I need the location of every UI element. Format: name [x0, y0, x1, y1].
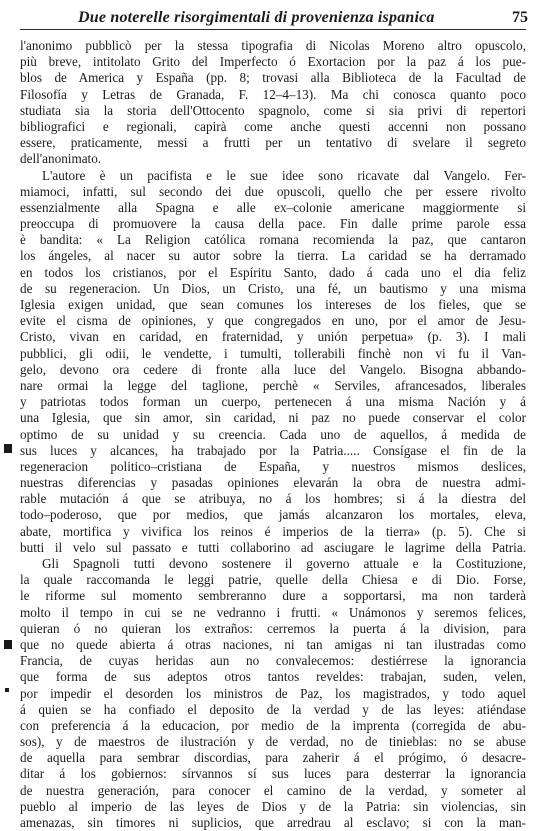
text-line: studiata sia la storia dell'Ottocento spagnolo, come si sia privi di repertori	[20, 102, 526, 118]
text-line: Gli Spagnoli tutti devono sostenere il governo attuale e la Costituzione,	[42, 556, 526, 571]
text-line: por impedir el desorden los ministros de Paz, los magistrados, y todo aquel	[20, 685, 526, 701]
text-line: L'autore è un pacifista e le sue idee sono ricavate dal Vangelo. Fer-	[42, 167, 526, 183]
text-line: de aquella para sembrar discordias, para zaherir á el prógimo, ó desacre-	[20, 750, 526, 766]
text-line: essere, praticamente, messi a frutti per un tentativo di svelare il segreto	[20, 135, 526, 151]
text-line: Francia, de cuyas heridas aun no convalecemos: destiérrese la ignorancia	[20, 653, 526, 669]
text-line: de nuestra generación, para conocer el camino de la verdad, y someter al	[20, 782, 526, 798]
body-text	[20, 38, 526, 831]
text-line: nare ormai la legge del taglione, perchè « Serviles, afrancesados, liberales	[20, 377, 526, 393]
margin-mark	[4, 444, 12, 453]
text-line: pubblici, gli odii, le vendette, i tumulti, tollerabili finchè non vi fu il Van-	[20, 345, 526, 361]
text-line: miamoci, infatti, sul secondo dei due opuscoli, quello che per essere rivolto	[20, 183, 526, 199]
text-line: molto il tempo in cui se ne vedranno i frutti. « Unámonos y seremos felices,	[20, 604, 526, 620]
text-line: rable mutación á que se atribuya, no á los hombres; si á la diestra del	[20, 491, 526, 507]
text-line: Iglesia exigen unidad, que sean comunes los intereses de los fieles, que se	[20, 297, 526, 312]
text-line: blos de America y España (pp. 8; trovasi alla Biblioteca de la Facultad de	[20, 70, 526, 86]
running-header	[20, 6, 530, 36]
text-line: pueblo al imperio de las leyes de Dios y de la Patria: sin violencias, sin	[20, 798, 526, 814]
text-line: sos), y de maestros de ilustración y de verdad, no de tinieblas: no se abuse	[20, 734, 526, 750]
text-line: con preferencia á la educacion, por medio de la imprenta (corregida de abu-	[20, 717, 526, 733]
text-line: quieran ó no quieran los extraños: cerremos la puerta á la division, para	[20, 620, 526, 636]
text-line: più breve, intitolato Grito del Imperfecto ó Exortacion por la paz á los pue-	[20, 54, 526, 70]
text-line: evite el cisma de opiniones, y que congregados en uno, por el amor de Jesu-	[20, 313, 526, 329]
margin-mark	[4, 640, 12, 649]
text-line: essenzialmente alla Spagna e alle ex–colonie americane maggiormente si	[20, 199, 526, 215]
text-line: que no quede abierta á otras naciones, ni tan amigas ni tan ilustradas como	[20, 636, 526, 652]
text-line: de su regeneracion. Un Dios, un Cristo, una fé, un bautismo y una misma	[20, 280, 526, 296]
margin-mark	[5, 688, 9, 692]
text-line: butti il velo sul passato e tutti collaborino ad asciugare le lagrime della Patria.	[20, 539, 526, 555]
text-line: Filosofía y Letras de Granada, F. 12–4–13). Ma chi conosca quanto poco	[20, 86, 526, 102]
text-line: gelo, devono ora cedere di fronte alla luce del Vangelo. Bisogna abbando-	[20, 361, 526, 377]
text-line: l'anonimo pubblicò per la stessa tipografia di Nicolas Moreno altro opuscolo,	[20, 38, 526, 53]
header-rule	[20, 29, 526, 30]
text-line: que forma de sus adeptos otros tantos reveldes: trabajan, suden, velen,	[20, 669, 526, 685]
text-line: una Iglesia, que sin amor, sin caridad, ni paz no puede conservar el color	[20, 410, 526, 426]
text-line: preoccupa di promuovere la causa della pace. Fin dalle prime parole essa	[20, 216, 526, 232]
text-line: y patriotas todos forman un cuerpo, pertenecen á una misma Nación y á	[20, 394, 526, 410]
text-line: nuestras diferencias y pasadas opiniones elevarán la obra de nuestra admi-	[20, 475, 526, 491]
page-number: 75	[512, 9, 528, 26]
text-line: en todos los cristianos, por el Espíritu Santo, dado á cada uno el dia feliz	[20, 264, 526, 280]
text-line: optimo de su unidad y su creencia. Cada uno de aquellos, á medida de	[20, 426, 526, 442]
text-line: los ángeles, al nacer su autor sobre la tierra. La caridad se ha derramado	[20, 248, 526, 264]
text-line: todo–poderoso, que por medios, que jamás alcanzaron los mortales, eleva,	[20, 507, 526, 523]
text-line: abate, mortifica y vivifica los reinos é imperios de la tierra» (p. 5). Che si	[20, 523, 526, 539]
running-title: Due noterelle risorgimentali di provenienza ispanica	[78, 9, 435, 26]
text-line: á quien se ha confiado el deposito de la verdad y de las leyes: atiéndase	[20, 701, 526, 717]
text-line: amenazas, sin timores ni suplicios, que arredrau al esclavo; si con la man-	[20, 815, 526, 830]
text-line: le riforme sul momento sembreranno dure a sopportarsi, ma non tarderà	[20, 588, 526, 604]
text-line: è bandita: « La Religion católica romana recomienda la paz, que cantaron	[20, 232, 526, 248]
text-line: sus luces y alcances, ha trabajado por la Patria..... Consígase el fin de la	[20, 442, 526, 458]
text-line: dell'anonimato.	[20, 151, 102, 167]
text-line: Cristo, vivan en caridad, en fraternidad, y unión perpetua» (p. 3). I mali	[20, 329, 526, 345]
text-line: la quale raccomanda le leggi patrie, quelle della Chiesa e di Dio. Forse,	[20, 572, 526, 588]
text-line: bibliografici e regionali, capirà come anche questi accenni non possano	[20, 118, 526, 134]
text-line: ditar á los gobiernos: sírvannos sí sus luces para desterrar la ignorancia	[20, 766, 526, 782]
text-line: regeneracion politico–cristiana de España, y nuestros mismos deslices,	[20, 458, 526, 474]
